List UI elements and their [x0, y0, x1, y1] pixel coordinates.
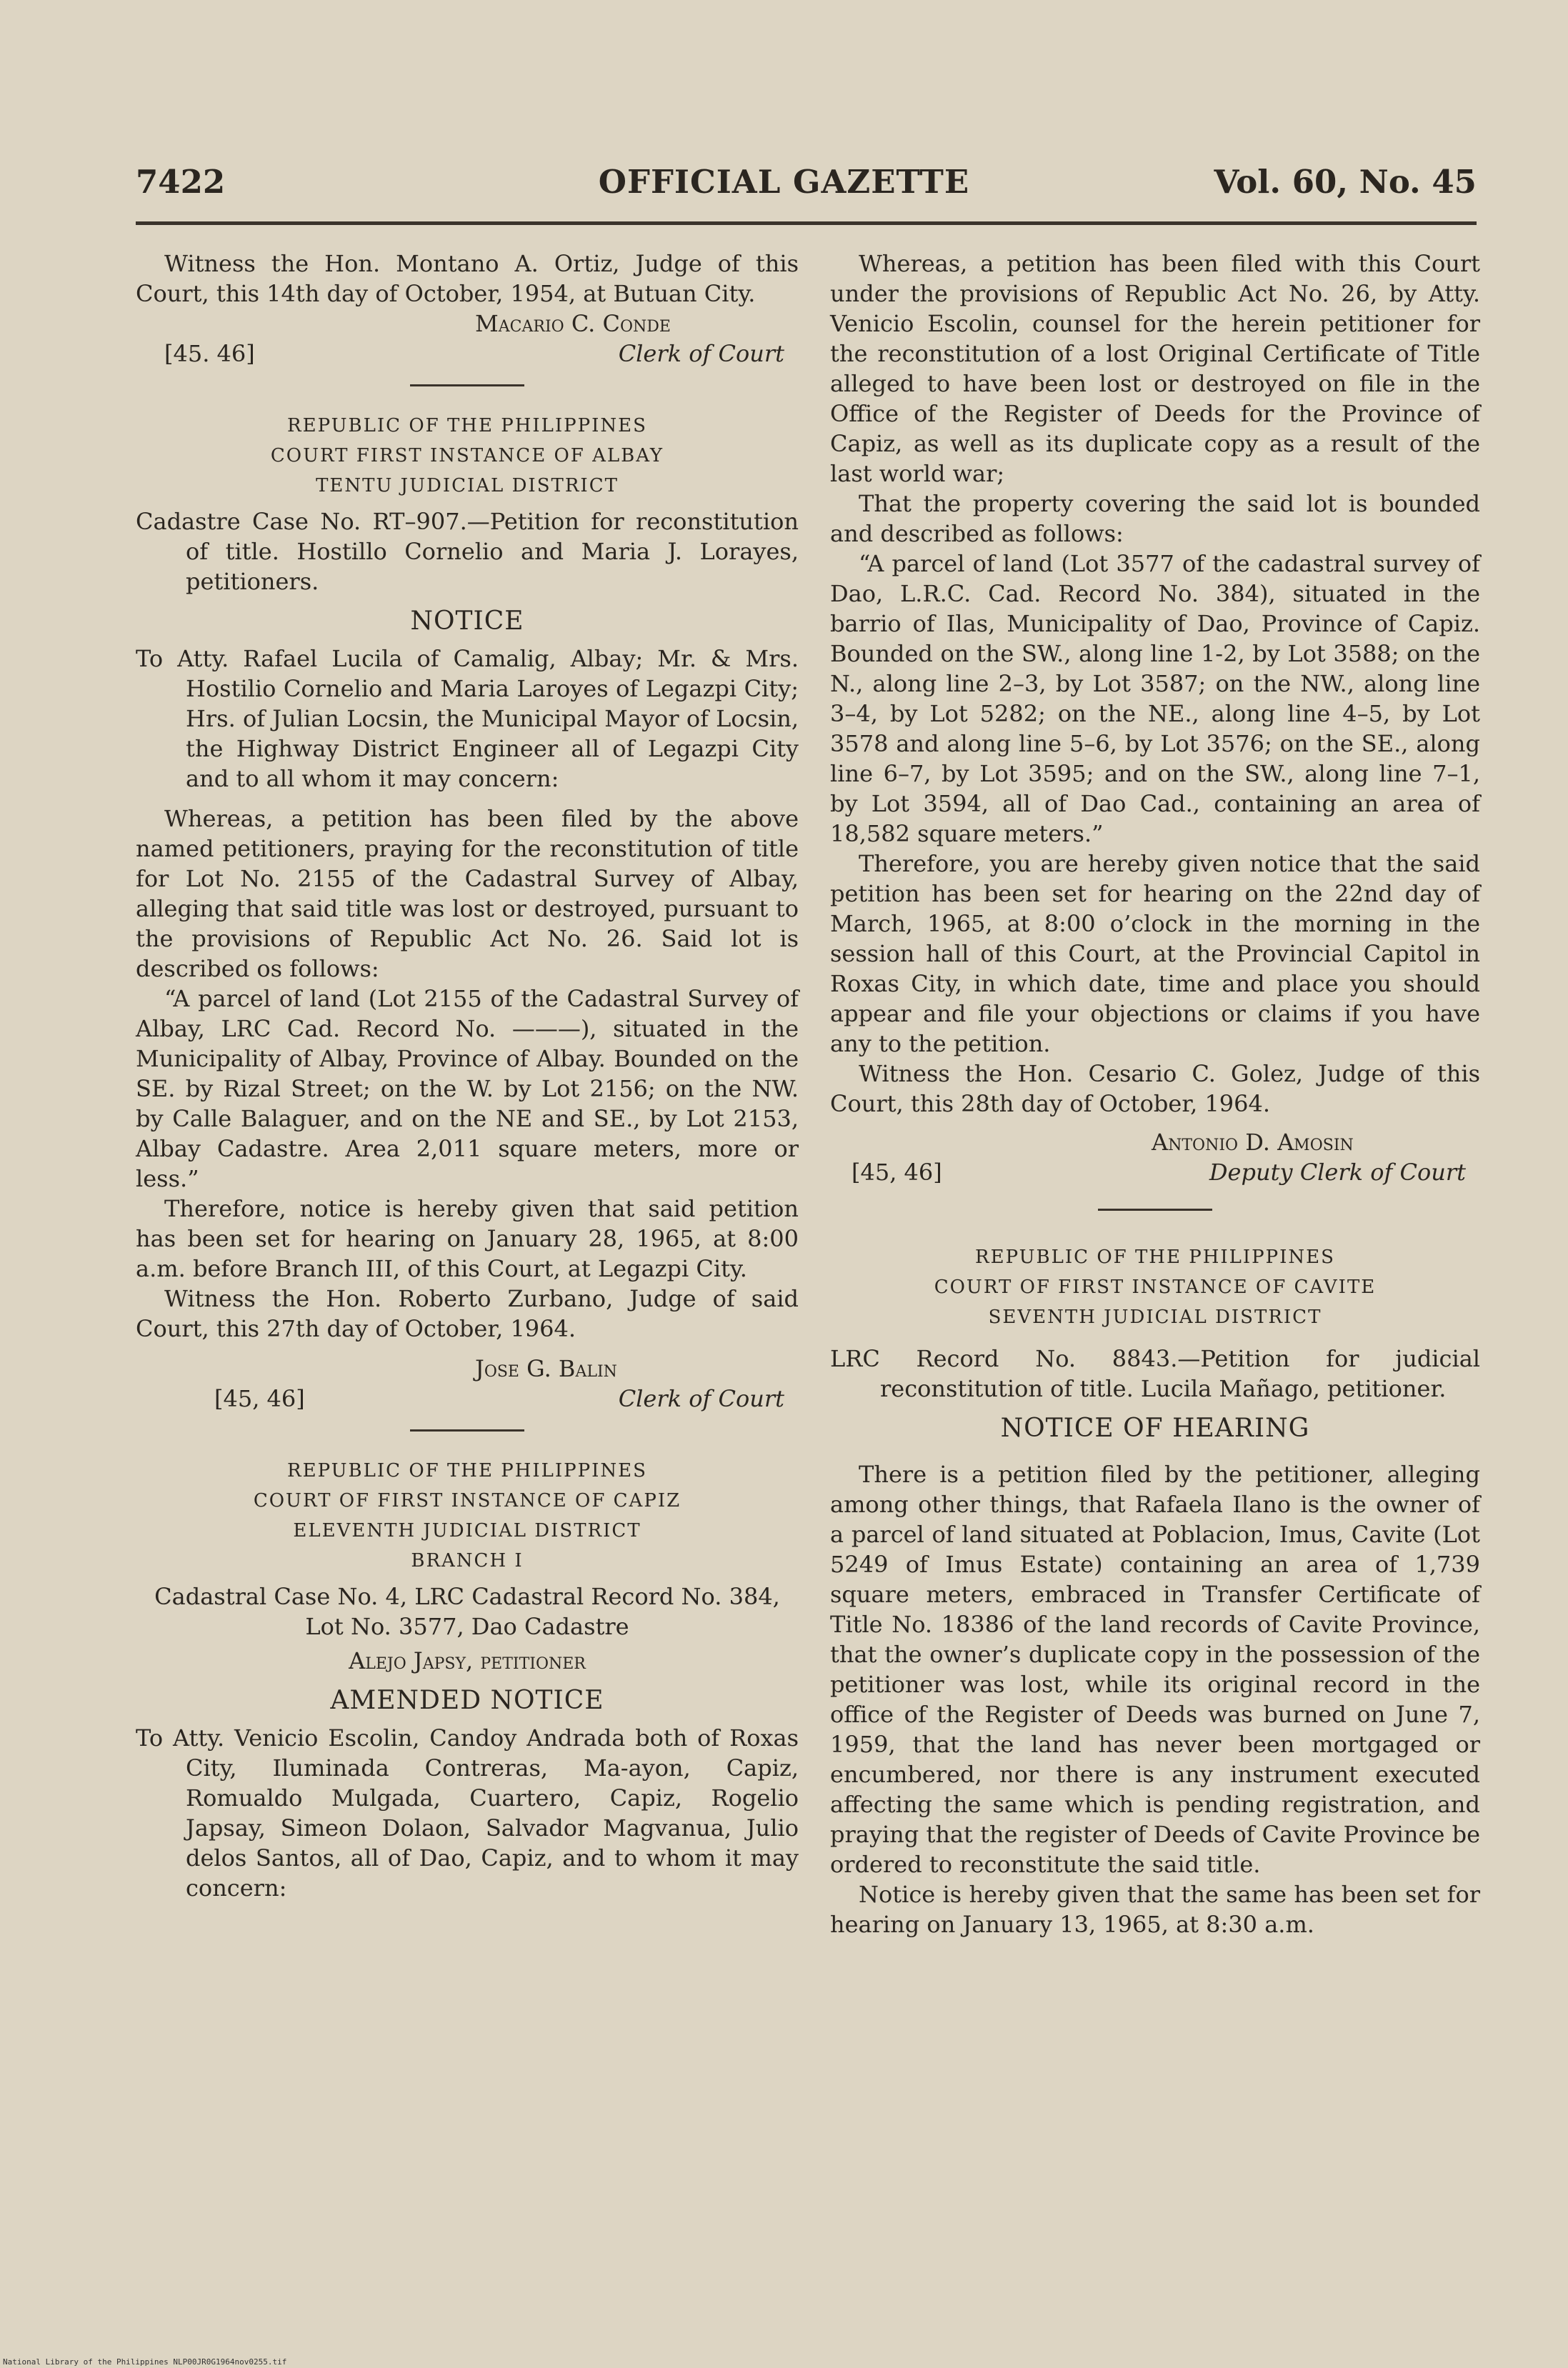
publication-title: OFFICIAL GAZETTE [598, 163, 970, 201]
signatory-title: Clerk of Court [618, 340, 784, 367]
signatory-name: Macario C. Conde [475, 310, 671, 337]
reference-number: [45, 46] [214, 1385, 305, 1412]
addressee-paragraph: To Atty. Rafael Lucila of Camalig, Albay; Mr. & Mrs. Hostilio Cornelio and Maria Laroyes of Legazpi City; Hrs. of Julian Locsin, the Municipal Mayor of Locsin, the Highway District Engineer all of Legazpi City and to all whom it may concern: [136, 645, 799, 792]
body-paragraph: There is a petition filed by the petitioner, alleging among other things, that Rafaela Ilano is the owner of a parcel of land situated at Poblacion, Imus, Cavite (Lot 5249 of Imus Estate) containing an area of 1,739 square meters, embraced in Transfer Certificate of Title No. 18386 of the land records of Cavite Province, that the owner’s duplicate copy in the possession of the petitioner was lost, while its original record in the office of the Register of Deeds was burned on June 7, 1959, that the land has never been mortgaged or encumbered, nor there is any instrument executed affecting the same which is pending registration, and praying that the register of Deeds of Cavite Province be ordered to reconstitute the said title. [830, 1461, 1480, 1878]
witness-paragraph: Witness the Hon. Montano A. Ortiz, Judge of this Court, this 14th day of October, 1954, at Butuan City. [136, 250, 799, 307]
volume-number: Vol. 60, No. 45 [1214, 163, 1477, 201]
notice-separator [410, 384, 524, 386]
notice-heading: NOTICE [410, 606, 524, 636]
court-line: ELEVENTH JUDICIAL DISTRICT [293, 1520, 641, 1542]
left-column [136, 249, 799, 1903]
case-caption: Cadastre Case No. RT–907.—Petition for reconstitution of title. Hostillo Cornelio and Maria J. Lorayes, petitioners. [136, 508, 799, 595]
signatory-title: Deputy Clerk of Court [1209, 1159, 1466, 1186]
court-line: COURT OF FIRST INSTANCE OF CAPIZ [253, 1490, 681, 1512]
petitioner-line: Alejo Japsy, petitioner [349, 1647, 586, 1674]
land-description: “A parcel of land (Lot 2155 of the Cadastral Survey of Albay, LRC Cad. Record No. ———), situated in the Municipality of Albay, Province of Albay. Bounded on the SE. by Rizal Street; on the W. by Lot 2156; on the NW. by Calle Balaguer, and on the NE and SE., by Lot 2153, Albay Cadastre. Area 2,011 square meters, more or less.” [136, 985, 799, 1192]
body-paragraph: Whereas, a petition has been filed by the above named petitioners, praying for the reconstitution of title for Lot No. 2155 of the Cadastral Survey of Albay, alleging that said title was lost or destroyed, pursuant to the provisions of Republic Act No. 26. Said lot is described os follows: [136, 805, 799, 982]
court-heading [830, 1242, 1480, 1332]
notice-separator [1098, 1209, 1212, 1211]
court-line: BRANCH I [411, 1550, 524, 1572]
signature-row [830, 1157, 1480, 1187]
notice-heading: NOTICE OF HEARING [1000, 1414, 1310, 1443]
witness-paragraph: Witness the Hon. Cesario C. Golez, Judge of this Court, this 28th day of October, 1964. [830, 1060, 1480, 1117]
court-line: COURT FIRST INSTANCE OF ALBAY [270, 445, 664, 466]
court-line: TENTU JUDICIAL DISTRICT [316, 475, 619, 496]
notice-heading: AMENDED NOTICE [330, 1686, 604, 1715]
court-heading [136, 1456, 799, 1576]
witness-paragraph: Witness the Hon. Roberto Zurbano, Judge of said Court, this 27th day of October, 1964. [136, 1285, 799, 1342]
signatory-name: Jose G. Balin [475, 1355, 617, 1382]
court-line: COURT OF FIRST INSTANCE OF CAVITE [934, 1277, 1377, 1298]
header-rule [136, 221, 1477, 225]
notice-separator [410, 1429, 524, 1432]
signature-row [136, 339, 799, 369]
reference-number: [45, 46] [852, 1159, 942, 1186]
court-line: REPUBLIC OF THE PHILIPPINES [287, 1460, 647, 1482]
body-paragraph: That the property covering the said lot is bounded and described as follows: [830, 490, 1480, 547]
right-column [830, 249, 1480, 1939]
addressee-paragraph: To Atty. Venicio Escolin, Candoy Andrada both of Roxas City, Iluminada Contreras, Ma-ayon, Capiz, Romualdo Mulgada, Cuartero, Capiz, Rogelio Japsay, Simeon Dolaon, Salvador Magvanua, Julio delos Santos, all of Dao, Capiz, and to whom it may concern: [136, 1724, 799, 1902]
court-line: SEVENTH JUDICIAL DISTRICT [988, 1307, 1322, 1328]
body-paragraph: Therefore, notice is hereby given that said petition has been set for hearing on January 28, 1965, at 8:00 a.m. before Branch III, of this Court, at Legazpi City. [136, 1195, 799, 1282]
signatory-name: Antonio D. Amosin [1152, 1129, 1354, 1156]
body-paragraph: Notice is hereby given that the same has been set for hearing on January 13, 1965, at 8:30 a.m. [830, 1881, 1480, 1938]
case-caption: Cadastral Case No. 4, LRC Cadastral Record No. 384, Lot No. 3577, Dao Cadastre [154, 1583, 780, 1640]
body-paragraph: Whereas, a petition has been filed with this Court under the provisions of Republic Act No. 26, by Atty. Venicio Escolin, counsel for the herein petitioner for the reconstitution of a lost Original Certificate of Title alleged to have been lost or destroyed on file in the Office of the Register of Deeds for the Province of Capiz, as well as its duplicate copy as a result of the last world war; [830, 250, 1480, 487]
court-line: REPUBLIC OF THE PHILIPPINES [287, 415, 647, 436]
body-paragraph: Therefore, you are hereby given notice that the said petition has been set for hearing on the 22nd day of March, 1965, at 8:00 o’clock in the morning in the session hall of this Court, at the Provincial Capitol in Roxas City, in which date, time and place you should appear and file your objections or claims if you have any to the petition. [830, 850, 1480, 1057]
case-caption: LRC Record No. 8843.—Petition for judicial reconstitution of title. Lucila Mañago, petitioner. [830, 1345, 1480, 1402]
reference-number: [45. 46] [164, 340, 255, 367]
signature-row [136, 1384, 799, 1414]
signatory-title: Clerk of Court [618, 1385, 784, 1412]
court-heading [136, 411, 799, 501]
court-line: REPUBLIC OF THE PHILIPPINES [975, 1247, 1335, 1268]
page-number: 7422 [136, 163, 226, 201]
scan-footer: National Library of the Philippines NLP00JR0G1964nov0255.tif [3, 2357, 287, 2367]
land-description: “A parcel of land (Lot 3577 of the cadastral survey of Dao, L.R.C. Cad. Record No. 384), situated in the barrio of Ilas, Municipality of Dao, Province of Capiz. Bounded on the SW., along line 1-2, by Lot 3588; on the N., along line 2–3, by Lot 3587; on the NW., along line 3–4, by Lot 5282; on the NE., along line 4–5, by Lot 3578 and along line 5–6, by Lot 3576; on the SE., along line 6–7, by Lot 3595; and on the SW., along line 7–1, by Lot 3594, all of Dao Cad., containing an area of 18,582 square meters.” [830, 550, 1480, 847]
